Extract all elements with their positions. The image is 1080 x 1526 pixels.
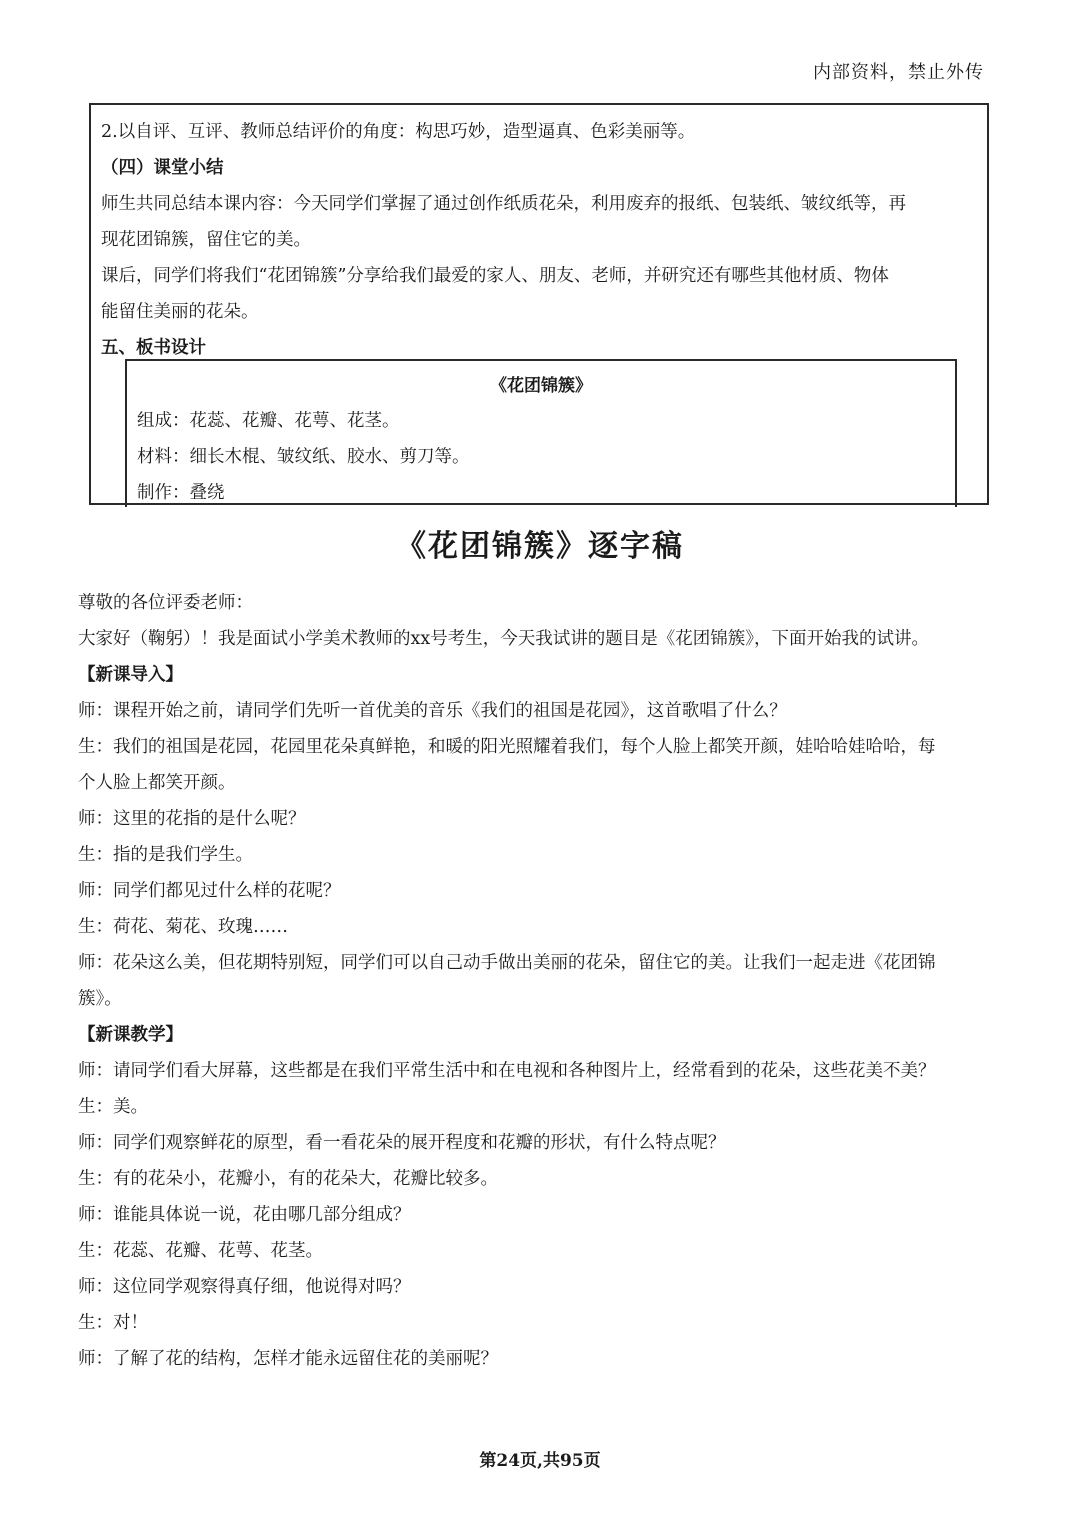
script-line: 个人脸上都笑开颜。	[78, 773, 236, 793]
script-line: 师：了解了花的结构，怎样才能永远留住花的美丽呢？	[78, 1349, 498, 1369]
board-title: 《花团锦簇》	[490, 376, 592, 396]
script-line: 生：我们的祖国是花园，花园里花朵真鲜艳，和暖的阳光照耀着我们，每个人脸上都笑开颜，娃哈哈娃哈哈，每	[78, 737, 936, 757]
summary-paragraph-2a: 课后，同学们将我们“花团锦簇”分享给我们最爱的家人、朋友、老师，并研究还有哪些其他材质、物体	[101, 266, 889, 286]
page-number: 第24页,共95页	[479, 1451, 601, 1471]
lesson-plan-box	[89, 103, 989, 505]
script-line: 生：荷花、菊花、玫瑰……	[78, 917, 288, 937]
summary-paragraph-1b: 现花团锦簇，留住它的美。	[101, 230, 311, 250]
script-line: 生：对！	[78, 1313, 148, 1333]
script-line: 师：请同学们看大屏幕，这些都是在我们平常生活中和在电视和各种图片上，经常看到的花朵，这些花美不美？	[78, 1061, 936, 1081]
script-line: 师：课程开始之前，请同学们先听一首优美的音乐《我们的祖国是花园》，这首歌唱了什么？	[78, 701, 787, 721]
script-line: 簇》。	[78, 989, 122, 1009]
confidential-note: 内部资料，禁止外传	[813, 62, 984, 83]
summary-paragraph-1a: 师生共同总结本课内容：今天同学们掌握了通过创作纸质花朵，利用废弃的报纸、包装纸、皱纹纸等，再	[101, 194, 906, 214]
board-design-heading: 五、板书设计	[101, 338, 206, 358]
script-line: 师：花朵这么美，但花期特别短，同学们可以自己动手做出美丽的花朵，留住它的美。让我们一起走进《花团锦	[78, 953, 936, 973]
script-line: 生：美。	[78, 1097, 148, 1117]
board-making: 制作：叠绕	[137, 483, 225, 503]
script-line: 师：同学们都见过什么样的花呢？	[78, 881, 341, 901]
evaluation-line: 2.以自评、互评、教师总结评价的角度：构思巧妙，造型逼真、色彩美丽等。	[101, 122, 696, 142]
script-line: 生：有的花朵小，花瓣小，有的花朵大，花瓣比较多。	[78, 1169, 498, 1189]
summary-heading: （四）课堂小结	[101, 158, 224, 178]
script-title: 《花团锦簇》逐字稿	[396, 529, 684, 564]
script-line: 师：同学们观察鲜花的原型，看一看花朵的展开程度和花瓣的形状，有什么特点呢？	[78, 1133, 726, 1153]
board-composition: 组成：花蕊、花瓣、花萼、花茎。	[137, 411, 400, 431]
script-line: 尊敬的各位评委老师：	[78, 593, 253, 613]
summary-paragraph-2b: 能留住美丽的花朵。	[101, 302, 259, 322]
board-design-box	[125, 359, 957, 507]
script-line: 师：谁能具体说一说，花由哪几部分组成？	[78, 1205, 411, 1225]
script-line: 大家好（鞠躬）！我是面试小学美术教师的xx号考生，今天我试讲的题目是《花团锦簇》，下面开始我的试讲。	[78, 629, 929, 649]
section-heading-teaching: 【新课教学】	[78, 1025, 183, 1045]
script-line: 生：花蕊、花瓣、花萼、花茎。	[78, 1241, 323, 1261]
section-heading-intro: 【新课导入】	[78, 665, 183, 685]
board-materials: 材料：细长木棍、皱纹纸、胶水、剪刀等。	[137, 447, 470, 467]
script-line: 师：这里的花指的是什么呢？	[78, 809, 306, 829]
script-line: 师：这位同学观察得真仔细，他说得对吗？	[78, 1277, 411, 1297]
script-line: 生：指的是我们学生。	[78, 845, 253, 865]
